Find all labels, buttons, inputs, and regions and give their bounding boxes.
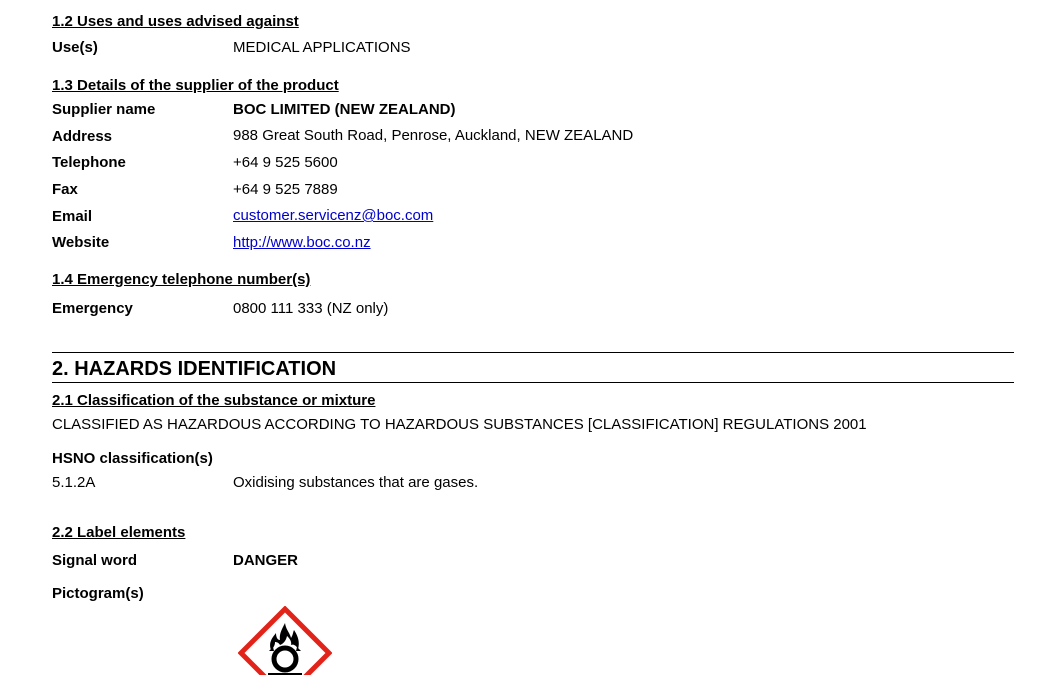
- signal-word-value: DANGER: [233, 552, 299, 569]
- flame-over-circle-icon: [238, 606, 332, 675]
- email-link[interactable]: customer.servicenz@boc.com: [233, 207, 434, 224]
- signal-word-label: Signal word: [52, 552, 138, 569]
- fax-label: Fax: [52, 181, 78, 198]
- hsno-code: 5.1.2A: [52, 474, 96, 491]
- section-2-bottom-rule: [52, 382, 1014, 383]
- address-label: Address: [52, 128, 113, 145]
- section-1-2-heading: 1.2 Uses and uses advised against: [52, 13, 299, 30]
- section-2-2-heading: 2.2 Label elements: [52, 524, 186, 541]
- section-1-4-heading: 1.4 Emergency telephone number(s): [52, 271, 311, 288]
- uses-label: Use(s): [52, 39, 98, 56]
- supplier-name-label: Supplier name: [52, 101, 156, 118]
- classification-statement: CLASSIFIED AS HAZARDOUS ACCORDING TO HAZARDOUS SUBSTANCES [CLASSIFICATION] REGULATIONS 2001: [52, 416, 867, 433]
- uses-value: MEDICAL APPLICATIONS: [233, 39, 411, 56]
- telephone-value: +64 9 525 5600: [233, 154, 338, 171]
- section-1-3-heading: 1.3 Details of the supplier of the product: [52, 77, 339, 94]
- section-2-top-rule: [52, 352, 1014, 353]
- hsno-heading: HSNO classification(s): [52, 450, 213, 467]
- emergency-label: Emergency: [52, 300, 133, 317]
- email-label: Email: [52, 208, 93, 225]
- telephone-label: Telephone: [52, 154, 126, 171]
- pictogram-label: Pictogram(s): [52, 585, 144, 602]
- hsno-description: Oxidising substances that are gases.: [233, 474, 479, 491]
- supplier-name-value: BOC LIMITED (NEW ZEALAND): [233, 101, 456, 118]
- address-value: 988 Great South Road, Penrose, Auckland, NEW ZEALAND: [233, 127, 634, 144]
- website-label: Website: [52, 234, 110, 251]
- section-2-title: 2. HAZARDS IDENTIFICATION: [52, 358, 337, 380]
- fax-value: +64 9 525 7889: [233, 181, 338, 198]
- website-link[interactable]: http://www.boc.co.nz: [233, 234, 371, 251]
- section-2-1-heading: 2.1 Classification of the substance or mixture: [52, 392, 376, 409]
- emergency-value: 0800 111 333 (NZ only): [233, 300, 389, 317]
